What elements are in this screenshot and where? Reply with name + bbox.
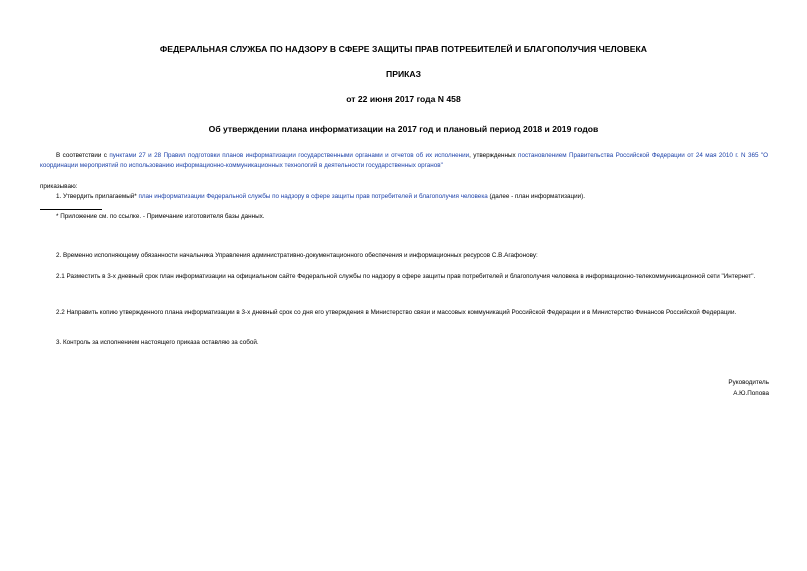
document-type: ПРИКАЗ bbox=[386, 69, 421, 79]
preamble-text-1: В соответствии с bbox=[56, 152, 110, 159]
item-2-1: 2.1 Разместить в 3-х дневный срок план информатизации на официальном сайте Федеральной службы по надзору в сфере защиты прав потребителей и благополучия человека в информационно-телекоммуникационной сети "Интернет". bbox=[56, 273, 756, 280]
item-1 bbox=[56, 192, 768, 202]
agency-name: ФЕДЕРАЛЬНАЯ СЛУЖБА ПО НАДЗОРУ В СФЕРЕ ЗАЩИТЫ ПРАВ ПОТРЕБИТЕЛЕЙ И БЛАГОПОЛУЧИЯ ЧЕЛОВЕКА bbox=[159, 44, 648, 54]
item-3: 3. Контроль за исполнением настоящего приказа оставляю за собой. bbox=[56, 339, 259, 346]
plan-link[interactable]: план информатизации Федеральной службы по надзору в сфере защиты прав потребителей и благополучия человека bbox=[138, 193, 488, 200]
rules-link[interactable]: пунктами 27 и 28 Правил подготовки планов информатизации государственными органами и отчетов об их исполнении bbox=[109, 152, 470, 159]
footnote-divider bbox=[40, 209, 102, 210]
order-word: приказываю: bbox=[40, 183, 78, 190]
item-2: 2. Временно исполняющему обязанности начальника Управления административно-документационного обеспечения и информационных ресурсов С.В.Агафонову: bbox=[56, 252, 538, 259]
document-date: от 22 июня 2017 года N 458 bbox=[346, 94, 461, 104]
preamble-text-2: , утвержденных bbox=[469, 152, 519, 159]
resolution-link[interactable]: постановлением Правительства Российской Федерации от 24 мая 2010 г. N 365 "О координации мероприятий по использованию информационно-коммуникационных технологий в деятельности государственных органов" bbox=[40, 152, 768, 169]
item-1-text-1: 1. Утвердить прилагаемый* bbox=[56, 193, 139, 200]
signature-position: Руководитель bbox=[728, 379, 769, 386]
preamble-paragraph bbox=[40, 151, 768, 171]
document-title: Об утверждении плана информатизации на 2017 год и плановый период 2018 и 2019 годов bbox=[208, 124, 599, 134]
item-2-2: 2.2 Направить копию утвержденного плана информатизации в 3-х дневный срок со дня его утверждения в Министерство связи и массовых коммуникаций Российской Федерации и в Министерство Финансов Российской Федерации. bbox=[56, 309, 737, 316]
signature-name: А.Ю.Попова bbox=[733, 390, 769, 397]
item-1-text-2: (далее - план информатизации). bbox=[487, 193, 585, 200]
footnote: * Приложение см. по ссылке. - Примечание изготовителя базы данных. bbox=[56, 213, 265, 220]
